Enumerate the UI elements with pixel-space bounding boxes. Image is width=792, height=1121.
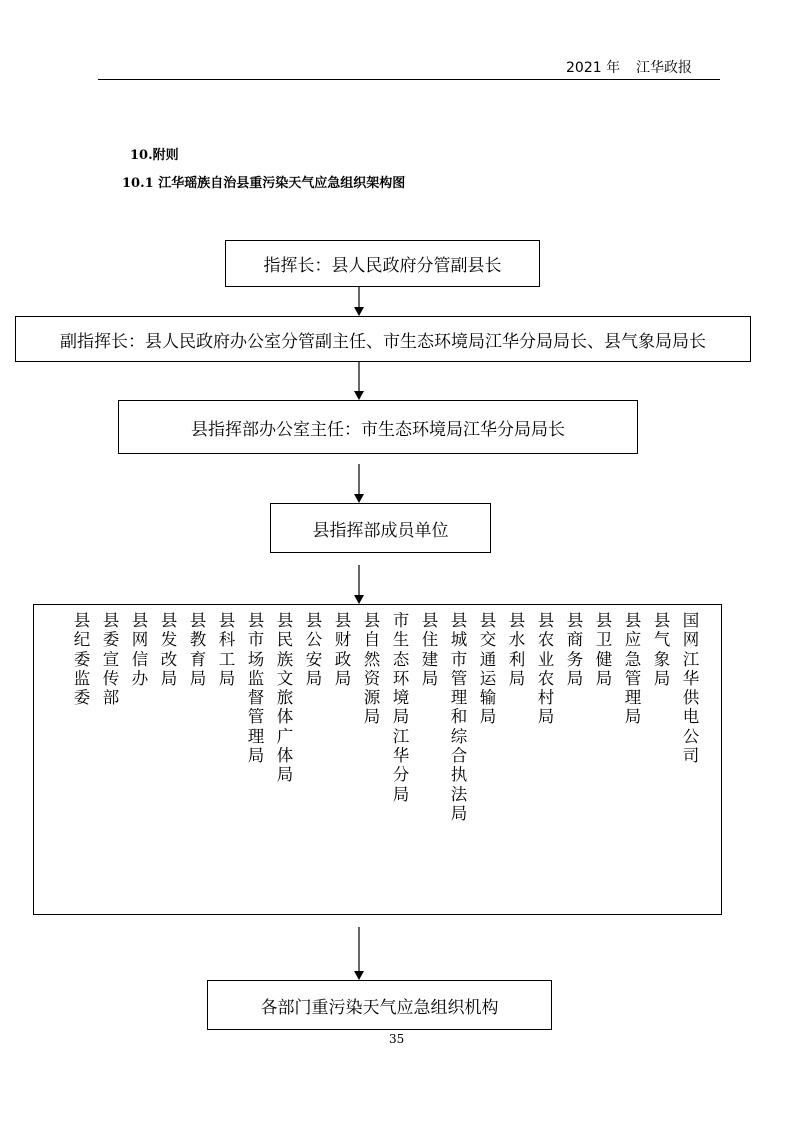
member-unit: 县农业农村局 xyxy=(537,611,555,727)
header-publication: 江华政报 xyxy=(636,60,692,76)
deputy-commander-box: 副指挥长：县人民政府办公室分管副主任、市生态环境局江华分局局长、县气象局局长 xyxy=(15,316,751,362)
member-unit: 县网信办 xyxy=(131,611,149,688)
member-unit: 县住建局 xyxy=(421,611,439,688)
member-units-panel xyxy=(33,604,722,915)
office-director-box: 县指挥部办公室主任：市生态环境局江华分局局长 xyxy=(118,400,638,454)
member-unit: 县财政局 xyxy=(334,611,352,688)
member-unit: 国网江华供电公司 xyxy=(682,611,700,766)
section-title: 10.附则 xyxy=(130,148,179,163)
departments-box: 各部门重污染天气应急组织机构 xyxy=(207,980,552,1030)
member-unit: 县城市管理和综合执法局 xyxy=(450,611,468,823)
header-year: 2021 年 xyxy=(566,60,621,76)
subsection-title: 10.1 江华瑶族自治县重污染天气应急组织架构图 xyxy=(122,176,406,191)
member-unit: 县教育局 xyxy=(189,611,207,688)
member-unit: 县应急管理局 xyxy=(624,611,642,727)
member-unit: 县水利局 xyxy=(508,611,526,688)
member-units-title-box: 县指挥部成员单位 xyxy=(270,503,491,553)
member-unit: 县商务局 xyxy=(566,611,584,688)
member-unit: 县纪委监委 xyxy=(73,611,91,708)
page-number: 35 xyxy=(389,1032,405,1046)
member-unit: 县自然资源局 xyxy=(363,611,381,727)
member-unit: 县公安局 xyxy=(305,611,323,688)
member-unit: 县卫健局 xyxy=(595,611,613,688)
member-unit: 县气象局 xyxy=(653,611,671,688)
member-unit: 县发改局 xyxy=(160,611,178,688)
member-unit: 县民族文旅体广体局 xyxy=(276,611,294,785)
member-unit: 县科工局 xyxy=(218,611,236,688)
member-unit: 县交通运输局 xyxy=(479,611,497,727)
commander-box: 指挥长：县人民政府分管副县长 xyxy=(225,240,540,287)
member-unit: 县市场监督管理局 xyxy=(247,611,265,766)
member-unit: 市生态环境局江华分局 xyxy=(392,611,410,804)
member-unit: 县委宣传部 xyxy=(102,611,120,708)
